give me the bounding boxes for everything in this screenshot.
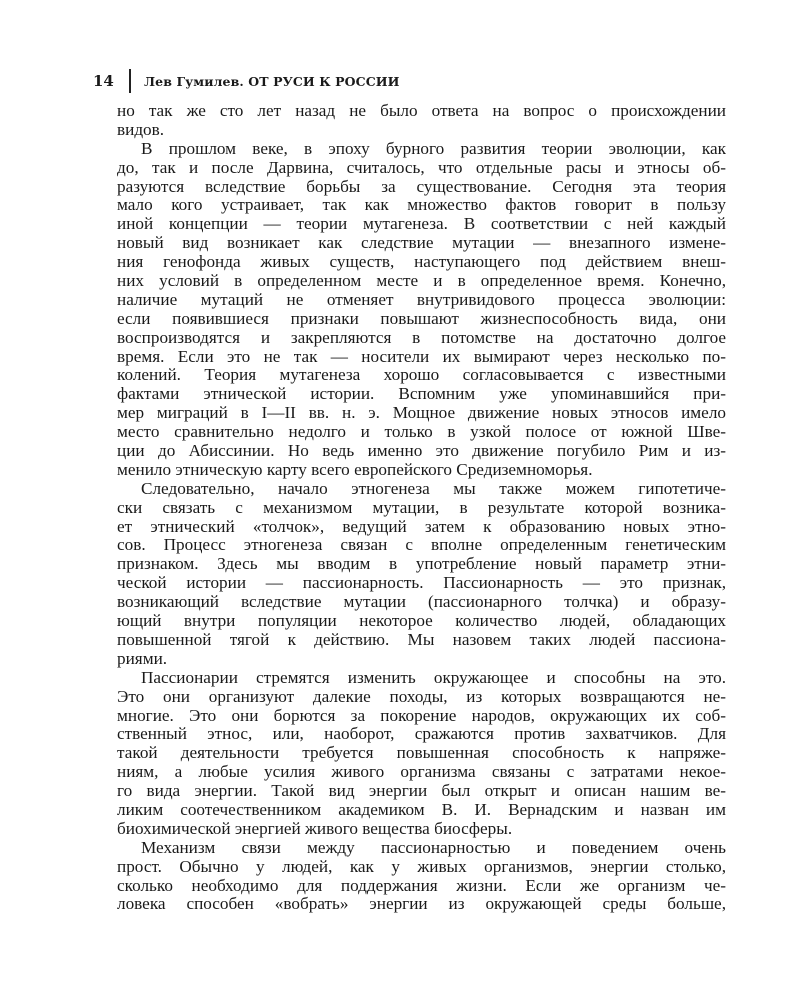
text-line: ликим соотечественником академиком В. И. Вернадским и назван им: [117, 799, 726, 819]
text-line: место сравнительно недолго и только в узкой полосе от южной Шве-: [117, 422, 726, 442]
text-line: прост. Обычно у людей, как у живых организмов, энергии столько,: [117, 856, 726, 876]
text-line: Пассионарии стремятся изменить окружающее и способны на это.: [141, 667, 726, 687]
text-line: ции до Абиссинии. Но ведь именно это движение погубило Рим и из-: [117, 441, 726, 461]
text-line: сколько необходимо для поддержания жизни. Если же организм че-: [117, 875, 726, 895]
text-line: до, так и после Дарвина, считалось, что отдельные расы и этносы об-: [117, 157, 726, 177]
text-line: возникающий вследствие мутации (пассионарного толчка) и образу-: [117, 592, 726, 612]
text-line: сов. Процесс этногенеза связан с вполне определенным генетическим: [117, 535, 726, 555]
text-line: иной концепции — теории мутагенеза. В соответствии с ней каждый: [117, 214, 726, 234]
text-line: многие. Это они борются за покорение народов, окружающих их соб-: [117, 705, 726, 725]
paragraph: [117, 839, 726, 915]
text-line: если появившиеся признаки повышают жизнеспособность вида, они: [117, 308, 726, 328]
text-line: такой деятельности требуется повышенная способность к напряже-: [117, 743, 726, 763]
text-line: время. Если это не так — носители их вымирают через несколько по-: [117, 346, 726, 366]
text-line: ловека способен «вобрать» энергии из окружающей среды больше,: [117, 894, 726, 914]
running-title: Лев Гумилев. ОТ РУСИ К РОССИИ: [144, 73, 400, 89]
text-line: менило этническую карту всего европейского Средиземноморья.: [117, 459, 593, 479]
text-line: фактами этнической истории. Вспомним уже упоминавшийся при-: [117, 384, 726, 404]
text-line: наличие мутаций не отменяет внутривидового процесса эволюции:: [117, 289, 726, 309]
text-line: В прошлом веке, в эпоху бурного развития теории эволюции, как: [141, 138, 726, 158]
text-line: видов.: [117, 119, 165, 139]
text-line: биохимической энергией живого вещества биосферы.: [117, 818, 513, 838]
text-line: разуются вследствие борьбы за существование. Сегодня эта теория: [117, 176, 726, 196]
text-line: признаком. Здесь мы вводим в употребление новый параметр этни-: [117, 554, 726, 574]
text-line: ниям, а любые усилия живого организма связаны с затратами некое-: [117, 762, 726, 782]
body-text: [117, 102, 726, 914]
text-line: Это они организуют далекие походы, из которых возвращаются не-: [117, 686, 726, 706]
text-line: новый вид возникает как следствие мутации — внезапного измене-: [117, 233, 726, 253]
text-line: них условий в определенном месте и в определенное время. Конечно,: [117, 271, 726, 291]
page-number: 14: [93, 72, 114, 90]
text-line: Механизм связи между пассионарностью и поведением очень: [141, 837, 726, 857]
text-line: ческой истории — пассионарность. Пассионарность — это признак,: [117, 573, 726, 593]
paragraph: [117, 102, 726, 140]
text-line: ния генофонда живых существ, наступающего под действием внеш-: [117, 252, 726, 272]
text-line: ющий внутри популяции некоторое количество людей, обладающих: [117, 611, 726, 631]
text-line: го вида энергии. Такой вид энергии был открыт и описан нашим ве-: [117, 781, 726, 801]
text-line: Следовательно, начало этногенеза мы также можем гипотетиче-: [141, 478, 726, 498]
text-line: воспроизводятся и закрепляются в потомстве на достаточно долгое: [117, 327, 726, 347]
paragraph: [117, 669, 726, 839]
text-line: ственный этнос, или, наоборот, сражаются против захватчиков. Для: [117, 724, 726, 744]
text-line: риями.: [117, 648, 168, 668]
text-line: колений. Теория мутагенеза хорошо согласовывается с известными: [117, 365, 726, 385]
text-line: мало кого устраивает, так как множество фактов говорит в пользу: [117, 195, 726, 215]
header-divider: [129, 69, 131, 93]
text-line: ет этнический «толчок», ведущий затем к образованию новых этно-: [117, 516, 726, 536]
running-header: [93, 70, 400, 92]
text-line: повышенной тягой к действию. Мы назовем таких людей пассиона-: [117, 629, 726, 649]
paragraph: [117, 480, 726, 669]
text-line: мер миграций в I—II вв. н. э. Мощное движение новых этносов имело: [117, 403, 726, 423]
paragraph: [117, 140, 726, 480]
text-line: но так же сто лет назад не было ответа на вопрос о происхождении: [117, 101, 726, 120]
text-line: ски связать с механизмом мутации, в результате которой возника-: [117, 497, 726, 517]
